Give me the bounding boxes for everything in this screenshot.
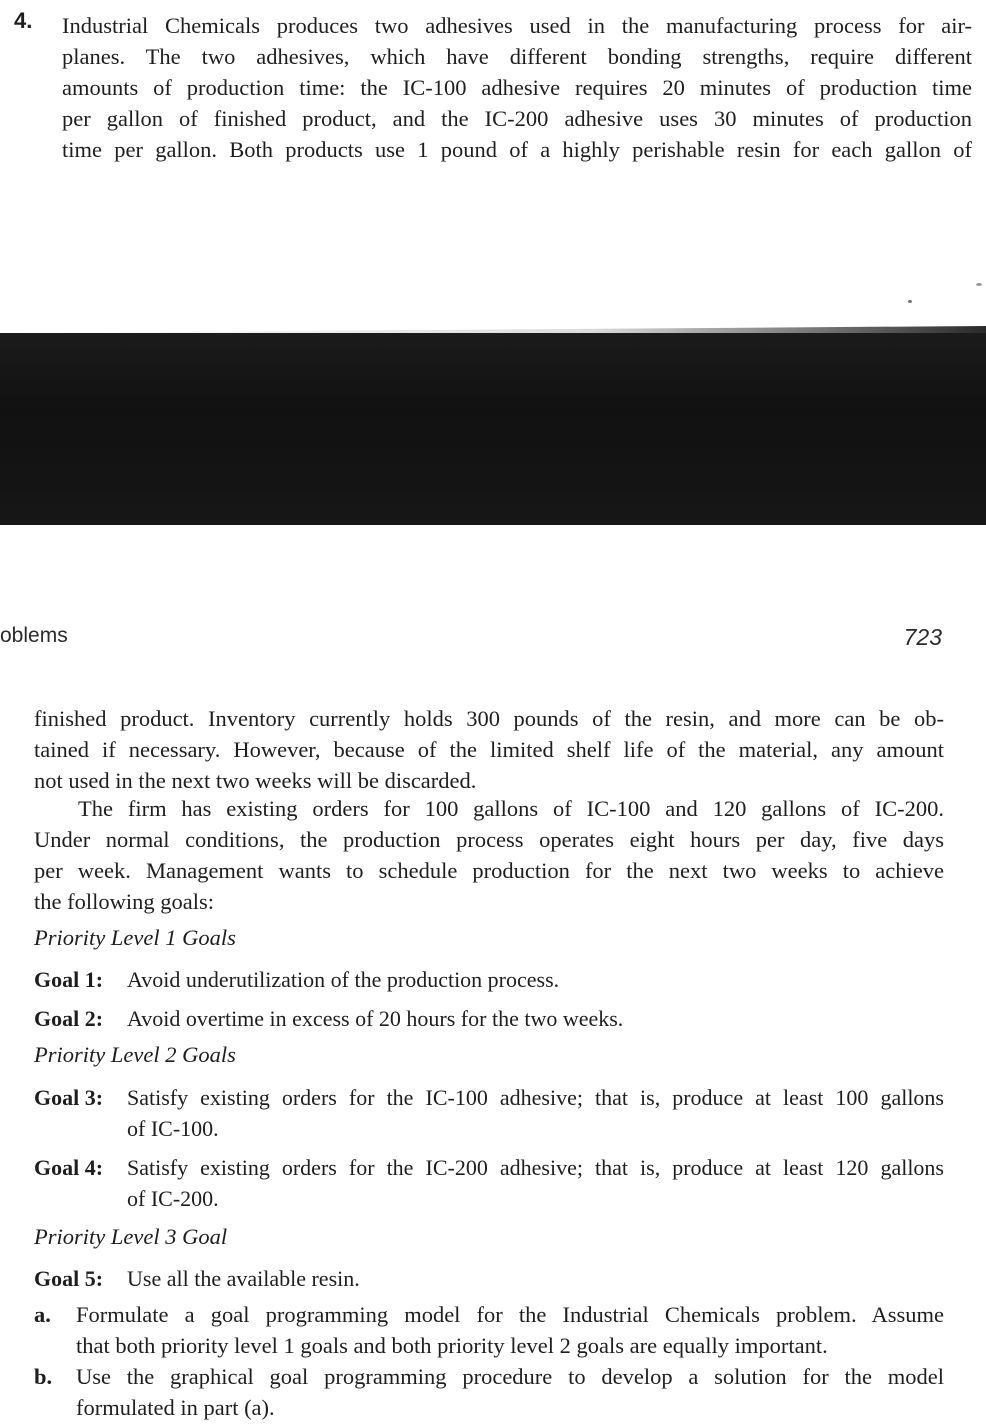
text-line: amounts of production time: the IC-100 adhesive requires 20 minutes of production time bbox=[62, 75, 972, 100]
text-line: Under normal conditions, the production process operates eight hours per day, five days bbox=[34, 827, 944, 852]
orders-paragraph bbox=[34, 793, 944, 917]
running-head: oblems bbox=[0, 624, 68, 647]
part-text: Use the graphical goal programming procedure to develop a solution for the model bbox=[76, 1364, 944, 1389]
text-line: The firm has existing orders for 100 gallons of IC-100 and 120 gallons of IC-200. bbox=[78, 796, 944, 821]
part-text: formulated in part (a). bbox=[76, 1395, 275, 1420]
goal-text: Use all the available resin. bbox=[127, 1266, 360, 1291]
goal-2 bbox=[34, 1003, 944, 1034]
text-line: per week. Management wants to schedule production for the next two weeks to achieve bbox=[34, 858, 944, 883]
text-line: finished product. Inventory currently holds 300 pounds of the resin, and more can be ob- bbox=[34, 706, 944, 731]
goal-text: Satisfy existing orders for the IC-200 adhesive; that is, produce at least 120 gallons bbox=[127, 1155, 944, 1180]
problem-number: 4. bbox=[14, 8, 33, 33]
page-number: 723 bbox=[903, 624, 942, 650]
goal-label: Goal 3: bbox=[34, 1085, 104, 1110]
problem-statement-top bbox=[62, 10, 972, 165]
goal-text: Satisfy existing orders for the IC-100 adhesive; that is, produce at least 100 gallons bbox=[127, 1085, 944, 1110]
goal-label: Goal 5: bbox=[34, 1266, 104, 1291]
part-text: Formulate a goal programming model for the Industrial Chemicals problem. Assume bbox=[76, 1302, 944, 1327]
goal-text: of IC-200. bbox=[127, 1186, 219, 1211]
part-a bbox=[34, 1299, 944, 1361]
scan-speck bbox=[976, 283, 982, 286]
problem-statement-continued bbox=[34, 703, 944, 796]
goal-text: Avoid overtime in excess of 20 hours for the two weeks. bbox=[127, 1006, 624, 1031]
goal-1 bbox=[34, 964, 944, 995]
priority-level-1-heading: Priority Level 1 Goals bbox=[34, 925, 236, 950]
text-line: per gallon of finished product, and the IC-200 adhesive uses 30 minutes of production bbox=[62, 106, 972, 131]
goal-label: Goal 4: bbox=[34, 1155, 104, 1180]
goal-5 bbox=[34, 1263, 944, 1294]
goal-text: Avoid underutilization of the production process. bbox=[127, 967, 560, 992]
scan-shadow-band bbox=[0, 333, 986, 525]
part-b bbox=[34, 1361, 944, 1423]
priority-level-2-heading: Priority Level 2 Goals bbox=[34, 1042, 236, 1067]
goal-text: of IC-100. bbox=[127, 1116, 219, 1141]
priority-level-3-heading: Priority Level 3 Goal bbox=[34, 1224, 228, 1249]
text-line: Industrial Chemicals produces two adhesives used in the manufacturing process for air- bbox=[62, 13, 972, 38]
text-line: time per gallon. Both products use 1 pound of a highly perishable resin for each gallon of bbox=[62, 137, 972, 162]
goal-label: Goal 2: bbox=[34, 1006, 104, 1031]
scan-speck bbox=[908, 300, 912, 303]
text-line: not used in the next two weeks will be discarded. bbox=[34, 768, 477, 793]
goal-3 bbox=[34, 1082, 944, 1144]
part-label: a. bbox=[34, 1302, 51, 1327]
part-label: b. bbox=[34, 1364, 53, 1389]
goal-4 bbox=[34, 1152, 944, 1214]
text-line: tained if necessary. However, because of the limited shelf life of the material, any amount bbox=[34, 737, 944, 762]
goal-label: Goal 1: bbox=[34, 967, 104, 992]
text-line: planes. The two adhesives, which have different bonding strengths, require different bbox=[62, 44, 972, 69]
text-line: the following goals: bbox=[34, 889, 214, 914]
part-text: that both priority level 1 goals and both priority level 2 goals are equally important. bbox=[76, 1333, 828, 1358]
